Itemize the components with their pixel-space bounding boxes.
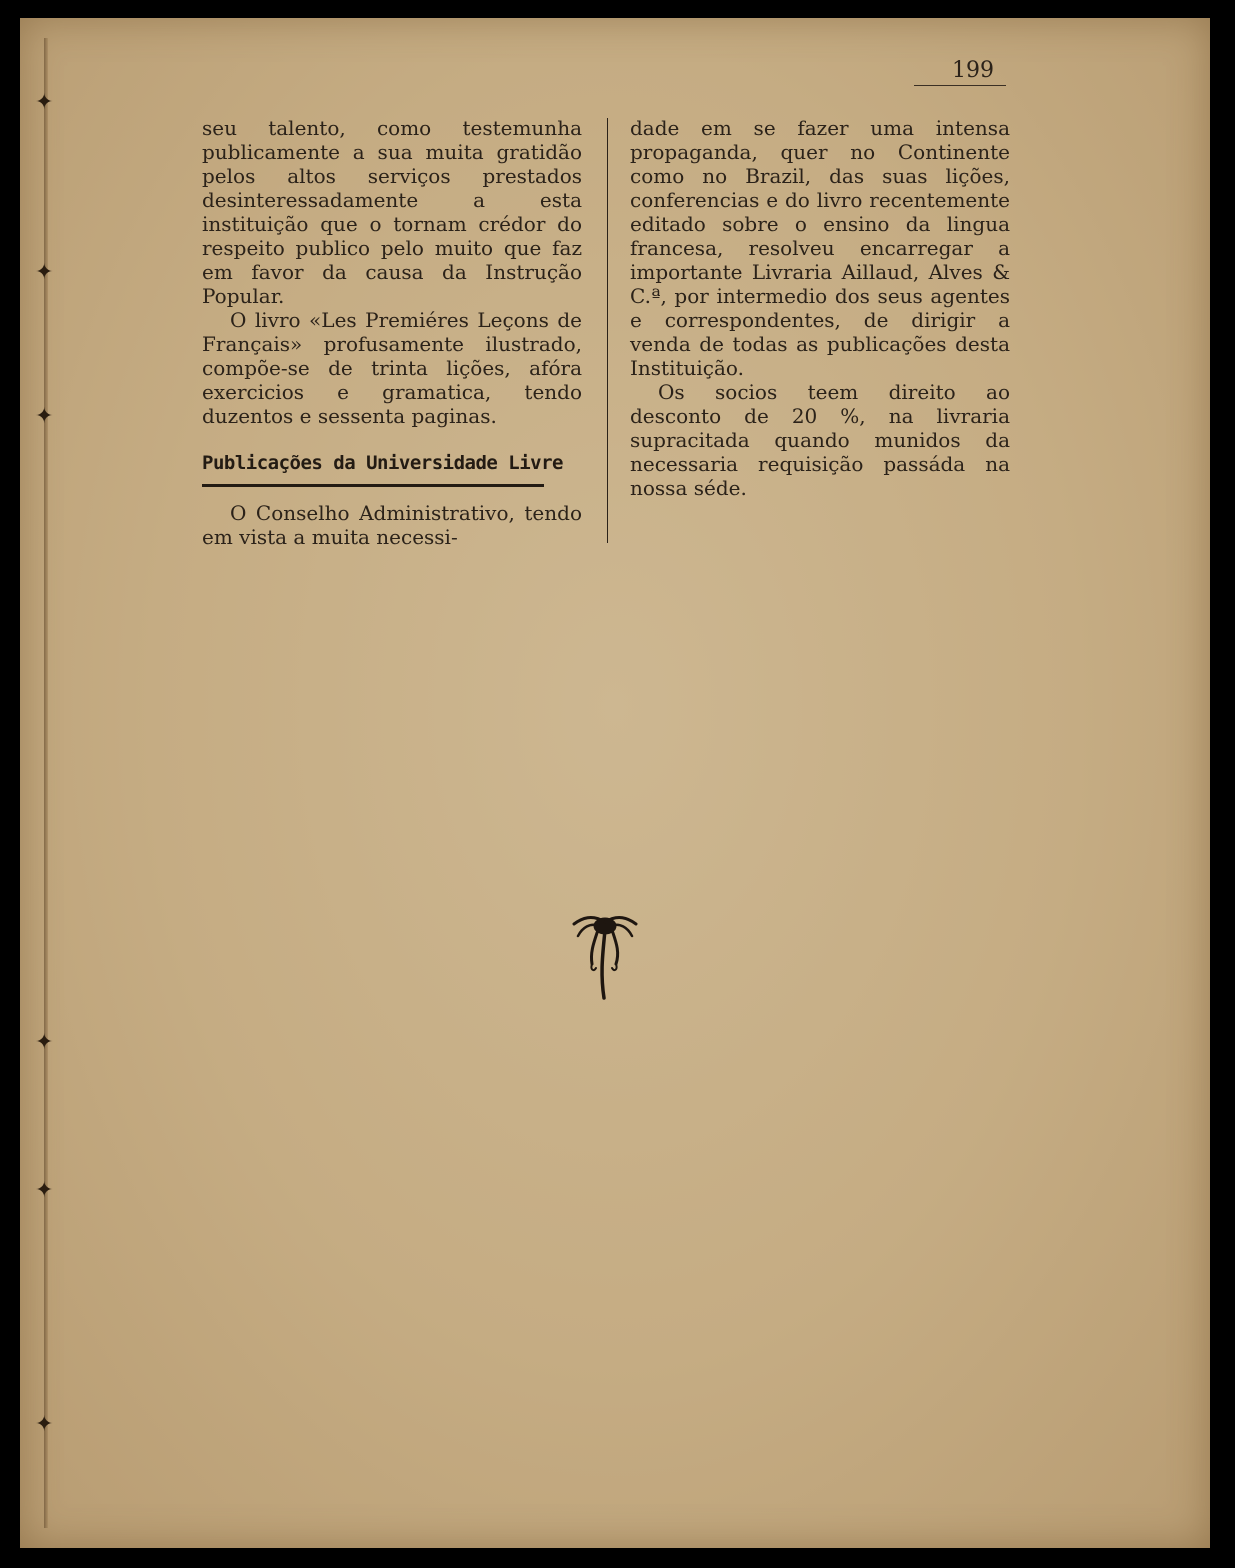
fleuron-ornament-icon	[570, 912, 640, 1004]
binding-hole-mark-icon: ✦	[35, 260, 54, 285]
binding-hole-mark-icon: ✦	[35, 90, 54, 115]
left-column	[202, 116, 582, 549]
document-page	[20, 18, 1210, 1548]
page-number: 199	[952, 58, 994, 83]
column-divider	[607, 118, 608, 543]
binding-hole-mark-icon: ✦	[35, 1412, 54, 1437]
heading-rule	[202, 484, 544, 487]
left-paragraph-3: O Conselho Administrativo, tendo em vista a muita necessi-	[202, 501, 582, 549]
right-column	[630, 116, 1010, 500]
binding-hole-mark-icon: ✦	[35, 404, 54, 429]
section-heading: Publicações da Universidade Livre	[202, 452, 563, 474]
left-paragraph-1: seu talento, como testemunha publicamente a sua muita gratidão pelos altos serviços prestados desinteressadamente a esta instituição que o tornam crédor do respeito publico pelo muito que faz em favor da causa da Instrução Popular.	[202, 116, 582, 308]
right-paragraph-1: dade em se fazer uma intensa propaganda, quer no Continente como no Brazil, das suas lições, conferencias e do livro recentemente editado sobre o ensino da lingua francesa, resolveu encarregar a importante Livraria Aillaud, Alves & C.ª, por intermedio dos seus agentes e correspondentes, de dirigir a venda de todas as publicações desta Instituição.	[630, 116, 1010, 380]
right-paragraph-2: Os socios teem direito ao desconto de 20 %, na livraria supracitada quando munidos da necessaria requisição passáda na nossa séde.	[630, 380, 1010, 500]
page-number-rule	[914, 85, 1006, 86]
binding-hole-mark-icon: ✦	[35, 1030, 54, 1055]
left-paragraph-2: O livro «Les Premiéres Leçons de Français» profusamente ilustrado, compõe-se de trinta lições, afóra exercicios e gramatica, tendo duzentos e sessenta paginas.	[202, 308, 582, 428]
binding-hole-mark-icon: ✦	[35, 1178, 54, 1203]
